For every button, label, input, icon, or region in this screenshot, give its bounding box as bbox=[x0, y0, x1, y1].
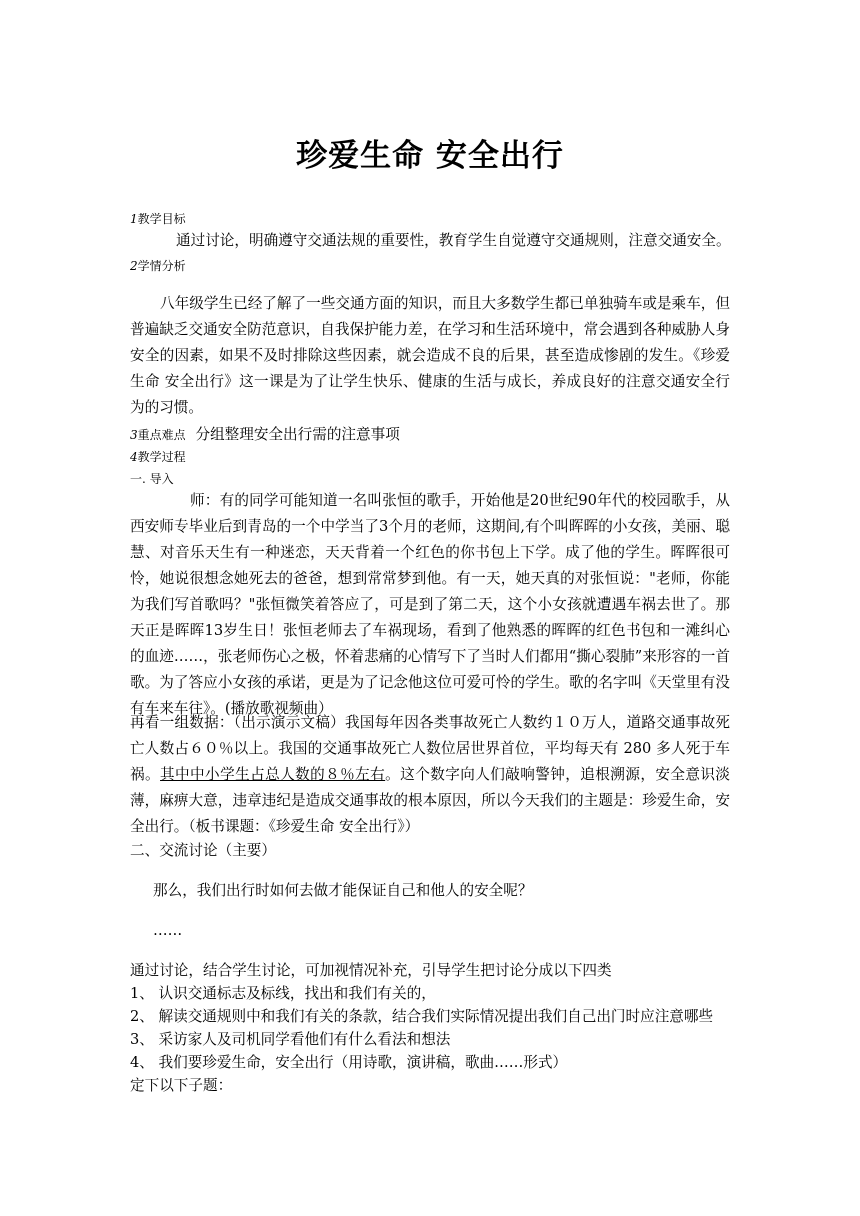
guide-text: 通过讨论，结合学生讨论，可加视情况补充，引导学生把讨论分成以下四类 bbox=[130, 962, 612, 979]
section-number: 1 bbox=[130, 212, 138, 226]
intro-heading: 一. 导入 bbox=[130, 472, 174, 486]
story-paragraph: 师：有的同学可能知道一名叫张恒的歌手，开始他是20世纪90年代的校园歌手，从西安师专毕业后到青岛的一个中学当了3个月的老师，这期间,有个叫晖晖的小女孩，美丽、聪慧、对音乐天生有一种迷恋，天天背着一个红色的你书包上下学。成了他的学生。晖晖很可怜，她说很想念她死去的爸爸，想到常常梦到他。有一天，她天真的对张恒说："老师，你能为我们写首歌吗？"张恒微笑着答应了，可是到了第二天，这个小女孩就遭遇车祸去世了。那天正是晖晖13岁生日！张恒老师去了车祸现场，看到了他熟悉的晖晖的红色书包和一滩纠心的血迹……，张老师伤心之极，怀着悲痛的心情写下了当时人们都用“撕心裂肺”来形容的一首歌。为了答应小女孩的承诺，更是为了记念他这位可爱可怜的学生。歌的名字叫《天堂里有没有车来车往》。(播放歌视频曲） bbox=[130, 492, 730, 717]
ellipsis-text: …… bbox=[153, 922, 183, 939]
section-label: 教学过程 bbox=[137, 450, 186, 464]
section-teaching-goals bbox=[130, 210, 186, 228]
list-item: 1、 认识交通标志及标线，找出和我们有关的， bbox=[130, 985, 436, 1002]
section-label: 教学目标 bbox=[137, 212, 186, 226]
discussion-question: 那么，我们出行时如何去做才能保证自己和他人的安全呢？ bbox=[153, 882, 533, 899]
statistics-underlined: 其中中小学生占总人数的８％左右 bbox=[160, 766, 386, 783]
key-points-text: 分组整理安全出行需的注意事项 bbox=[195, 426, 400, 443]
discussion-heading: 二、交流讨论（主要） bbox=[130, 842, 276, 859]
statistics-text-1: 再看一组数据：（出示演示文稿）我国每年因各类事故死亡人数约１０万人，道路交通事故死亡人数占６０％以上。我国的交通事故死亡人数位居世界首位，平均每天有 280 多人死于车祸。 bbox=[130, 714, 730, 783]
section-label: 学情分析 bbox=[137, 259, 186, 273]
section-student-analysis bbox=[130, 257, 186, 275]
analysis-paragraph: 八年级学生已经了解了一些交通方面的知识，而且大多数学生都已单独骑车或是乘车，但普遍缺乏交通安全防范意识，自我保护能力差，在学习和生活环境中，常会遇到各种威胁人身安全的因素，如果不及时排除这些因素，就会造成不良的后果，甚至造成惨剧的发生。《珍爱生命 安全出行》这一课是为了让学生快乐、健康的生活与成长，养成良好的注意交通安全行为的习惯。 bbox=[130, 295, 730, 416]
section-number: 4 bbox=[130, 450, 138, 464]
statistics-paragraph bbox=[130, 710, 730, 840]
section-key-points bbox=[130, 426, 400, 444]
section-teaching-process bbox=[130, 448, 186, 466]
section-number: 2 bbox=[130, 259, 138, 273]
section-label: 重点难点 bbox=[137, 428, 186, 442]
list-item: 2、 解读交通规则中和我们有关的条款，结合我们实际情况提出我们自己出门时应注意哪些 bbox=[130, 1008, 714, 1025]
section-number: 3 bbox=[130, 428, 138, 442]
page-title: 珍爱生命 安全出行 bbox=[296, 138, 564, 174]
subtopics-text: 定下以下子题： bbox=[130, 1077, 233, 1094]
list-item: 3、 采访家人及司机同学看他们有什么看法和想法 bbox=[130, 1031, 451, 1048]
statistics-text-2: 。这个数字向人们敲响警钟，追根溯源，安全意识淡薄，麻痹大意，违章违纪是造成交通事故的根本原因，所以今天我们的主题是：珍爱生命，安全出行。（板书课题：《珍爱生命 安全出行》） bbox=[130, 766, 730, 835]
list-item: 4、 我们要珍爱生命，安全出行（用诗歌，演讲稿，歌曲……形式） bbox=[130, 1054, 568, 1071]
goal-text: 通过讨论，明确遵守交通法规的重要性，教育学生自觉遵守交通规则，注意交通安全。 bbox=[176, 232, 731, 249]
